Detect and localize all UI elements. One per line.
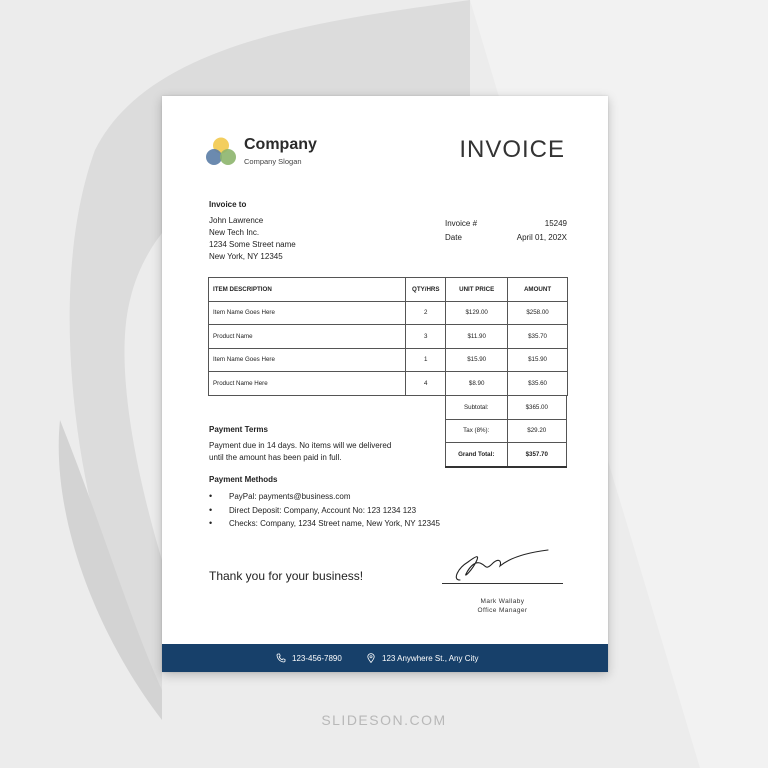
tax-label: Tax (8%):	[446, 419, 508, 443]
header-item-description: ITEM DESCRIPTION	[209, 278, 406, 302]
table-row	[209, 372, 568, 396]
payment-methods-list	[209, 490, 440, 531]
row-amount: $258.00	[508, 301, 568, 325]
grand-total-value: $357.70	[507, 443, 567, 467]
client-name: John Lawrence	[209, 216, 264, 225]
signer-name: Mark Wallaby	[480, 598, 525, 605]
row-unit-price: $129.00	[446, 301, 508, 325]
grand-total-label: Grand Total:	[446, 443, 508, 467]
invoice-page	[162, 96, 608, 672]
signature-line	[442, 583, 563, 584]
payment-methods-heading: Payment Methods	[209, 475, 278, 484]
footer-phone-text: 123-456-7890	[292, 653, 342, 663]
payment-terms-text	[209, 440, 391, 464]
subtotal-value: $365.00	[507, 396, 567, 420]
tax-value: $29.20	[507, 419, 567, 443]
location-pin-icon	[366, 653, 376, 663]
payment-terms-heading: Payment Terms	[209, 425, 268, 434]
footer-address-text: 123 Anywhere St., Any City	[382, 653, 479, 663]
list-item: • PayPal: payments@business.com	[209, 490, 440, 504]
grand-total-row	[446, 443, 567, 467]
table-row	[209, 301, 568, 325]
subtotal-row	[446, 396, 567, 420]
row-amount: $35.70	[508, 325, 568, 349]
footer-bar	[162, 644, 608, 672]
row-description: Item Name Goes Here	[209, 301, 406, 325]
table-row	[209, 325, 568, 349]
footer-phone	[276, 653, 342, 663]
invoice-number: 15249	[544, 219, 567, 228]
list-item: • Checks: Company, 1234 Street name, New York, NY 12345	[209, 517, 440, 531]
invoice-date: April 01, 202X	[516, 233, 567, 242]
invoice-title: INVOICE	[459, 136, 565, 163]
row-qty: 1	[406, 348, 446, 372]
header-amount: AMOUNT	[508, 278, 568, 302]
client-city: New York, NY 12345	[209, 252, 283, 261]
payment-terms-line: until the amount has been paid in full.	[209, 453, 342, 462]
site-watermark: SLIDESON.COM	[321, 712, 447, 728]
row-description: Item Name Goes Here	[209, 348, 406, 372]
payment-terms-line: Payment due in 14 days. No items will we delivered	[209, 441, 392, 450]
list-item: • Direct Deposit: Company, Account No: 123 1234 123	[209, 504, 440, 518]
client-company: New Tech Inc.	[209, 228, 260, 237]
table-row	[209, 348, 568, 372]
invoice-to-heading: Invoice to	[209, 200, 247, 209]
footer-address	[366, 653, 479, 663]
invoice-date-label: Date	[445, 233, 462, 242]
row-description: Product Name	[209, 325, 406, 349]
phone-icon	[276, 653, 286, 663]
totals-table	[445, 395, 567, 468]
row-amount: $35.60	[508, 372, 568, 396]
thank-you-message: Thank you for your business!	[209, 569, 364, 583]
client-street: 1234 Some Street name	[209, 240, 296, 249]
invoice-number-label: Invoice #	[445, 219, 478, 228]
row-unit-price: $8.90	[446, 372, 508, 396]
row-qty: 3	[406, 325, 446, 349]
subtotal-label: Subtotal:	[446, 396, 508, 420]
row-description: Product Name Here	[209, 372, 406, 396]
items-table	[208, 277, 568, 396]
header-qty: QTY/HRS	[406, 278, 446, 302]
row-qty: 4	[406, 372, 446, 396]
tax-row	[446, 419, 567, 443]
company-slogan: Company Slogan	[244, 157, 302, 166]
header-unit-price: UNIT PRICE	[446, 278, 508, 302]
row-unit-price: $15.90	[446, 348, 508, 372]
company-name: Company	[244, 136, 317, 153]
signer-title: Office Manager	[477, 607, 528, 614]
row-unit-price: $11.90	[446, 325, 508, 349]
row-qty: 2	[406, 301, 446, 325]
signature-image	[442, 546, 564, 586]
row-amount: $15.90	[508, 348, 568, 372]
company-logo-icon	[204, 136, 238, 170]
table-header-row	[209, 278, 568, 302]
